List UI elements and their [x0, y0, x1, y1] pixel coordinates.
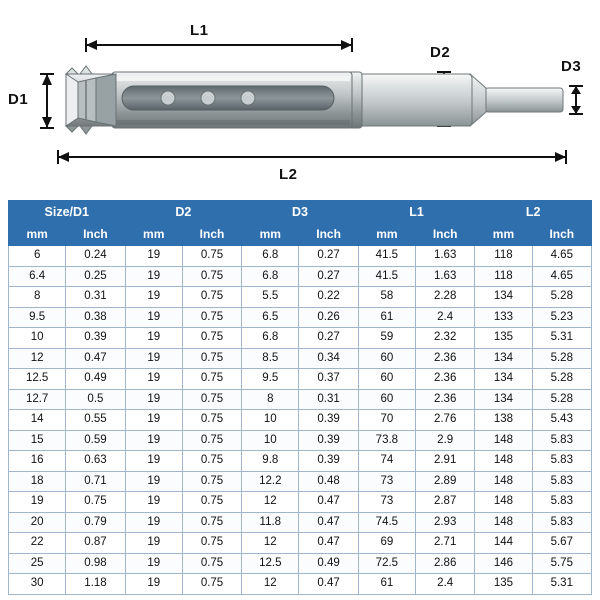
table-cell: 5.28	[532, 389, 591, 410]
table-cell: 134	[475, 348, 532, 369]
table-cell: 0.75	[182, 553, 241, 574]
table-cell: 12.5	[9, 369, 66, 390]
table-cell: 146	[475, 553, 532, 574]
table-units-header-row	[9, 224, 592, 246]
table-cell: 0.75	[182, 328, 241, 349]
table-cell: 0.39	[299, 410, 358, 431]
table-cell: 0.75	[182, 369, 241, 390]
table-cell: 0.27	[299, 328, 358, 349]
table-cell: 19	[9, 492, 66, 513]
table-row	[9, 574, 592, 595]
group-header-d2: D2	[125, 201, 242, 224]
group-header-size-d1: Size/D1	[9, 201, 126, 224]
table-cell: 0.34	[299, 348, 358, 369]
label-d1: D1	[8, 91, 29, 108]
table-cell: 0.75	[182, 471, 241, 492]
table-row	[9, 492, 592, 513]
table-cell: 19	[125, 369, 182, 390]
table-cell: 61	[358, 307, 415, 328]
table-cell: 10	[9, 328, 66, 349]
table-cell: 0.71	[66, 471, 125, 492]
table-cell: 12.5	[242, 553, 299, 574]
table-cell: 0.75	[182, 389, 241, 410]
table-cell: 25	[9, 553, 66, 574]
table-cell: 2.36	[416, 369, 475, 390]
table-cell: 12	[242, 574, 299, 595]
table-cell: 12	[9, 348, 66, 369]
table-cell: 148	[475, 492, 532, 513]
table-cell: 5.83	[532, 430, 591, 451]
table-row	[9, 471, 592, 492]
table-cell: 2.4	[416, 574, 475, 595]
table-cell: 0.75	[182, 348, 241, 369]
table-row	[9, 512, 592, 533]
table-cell: 2.32	[416, 328, 475, 349]
table-cell: 41.5	[358, 266, 415, 287]
table-cell: 0.55	[66, 410, 125, 431]
table-cell: 0.47	[299, 512, 358, 533]
table-cell: 148	[475, 451, 532, 472]
table-cell: 6.4	[9, 266, 66, 287]
table-cell: 72.5	[358, 553, 415, 574]
table-cell: 16	[9, 451, 66, 472]
table-cell: 0.75	[182, 451, 241, 472]
table-row	[9, 533, 592, 554]
table-cell: 19	[125, 553, 182, 574]
table-cell: 0.31	[299, 389, 358, 410]
table-cell: 12	[242, 533, 299, 554]
table-cell: 19	[125, 348, 182, 369]
table-cell: 6.8	[242, 266, 299, 287]
table-cell: 73	[358, 492, 415, 513]
table-cell: 134	[475, 389, 532, 410]
table-cell: 0.87	[66, 533, 125, 554]
table-body	[9, 246, 592, 595]
table-cell: 0.31	[66, 287, 125, 308]
table-cell: 0.47	[299, 533, 358, 554]
table-cell: 5.83	[532, 512, 591, 533]
table-cell: 19	[125, 492, 182, 513]
unit-header-5: Inch	[299, 224, 358, 246]
table-cell: 0.47	[299, 574, 358, 595]
bit-round-shank	[356, 74, 472, 126]
unit-header-1: Inch	[66, 224, 125, 246]
table-cell: 0.47	[299, 492, 358, 513]
table-cell: 19	[125, 389, 182, 410]
table-cell: 0.47	[66, 348, 125, 369]
table-cell: 1.63	[416, 246, 475, 267]
table-cell: 4.65	[532, 266, 591, 287]
table-row	[9, 246, 592, 267]
unit-header-7: Inch	[416, 224, 475, 246]
table-cell: 19	[125, 410, 182, 431]
table-cell: 2.9	[416, 430, 475, 451]
table-cell: 0.75	[182, 287, 241, 308]
table-cell: 12.7	[9, 389, 66, 410]
table-cell: 5.5	[242, 287, 299, 308]
table-cell: 5.23	[532, 307, 591, 328]
table-cell: 2.28	[416, 287, 475, 308]
table-cell: 9.5	[242, 369, 299, 390]
table-cell: 0.75	[66, 492, 125, 513]
table-cell: 19	[125, 451, 182, 472]
table-cell: 0.27	[299, 246, 358, 267]
table-cell: 0.39	[299, 451, 358, 472]
table-cell: 0.37	[299, 369, 358, 390]
table-cell: 0.75	[182, 533, 241, 554]
table-cell: 22	[9, 533, 66, 554]
unit-header-9: Inch	[532, 224, 591, 246]
table-cell: 73	[358, 471, 415, 492]
dimension-line-l2	[58, 150, 566, 164]
table-cell: 2.36	[416, 389, 475, 410]
label-l1: L1	[190, 22, 209, 39]
table-cell: 15	[9, 430, 66, 451]
table-row	[9, 369, 592, 390]
table-cell: 0.26	[299, 307, 358, 328]
table-cell: 19	[125, 512, 182, 533]
table-cell: 0.75	[182, 574, 241, 595]
table-cell: 0.39	[66, 328, 125, 349]
table-cell: 41.5	[358, 246, 415, 267]
table-row	[9, 410, 592, 431]
group-header-l1: L1	[358, 201, 475, 224]
table-cell: 0.25	[66, 266, 125, 287]
table-cell: 19	[125, 287, 182, 308]
table-cell: 74.5	[358, 512, 415, 533]
table-cell: 0.75	[182, 307, 241, 328]
label-l2: L2	[279, 166, 298, 183]
table-cell: 135	[475, 328, 532, 349]
table-cell: 69	[358, 533, 415, 554]
table-row	[9, 553, 592, 574]
bit-end-shank	[485, 88, 563, 112]
table-cell: 2.93	[416, 512, 475, 533]
table-cell: 134	[475, 369, 532, 390]
unit-header-8: mm	[475, 224, 532, 246]
table-group-header-row	[9, 201, 592, 224]
unit-header-2: mm	[125, 224, 182, 246]
table-cell: 5.28	[532, 287, 591, 308]
table-cell: 134	[475, 287, 532, 308]
table-cell: 8	[242, 389, 299, 410]
table-cell: 0.75	[182, 512, 241, 533]
table-cell: 0.75	[182, 430, 241, 451]
table-cell: 60	[358, 348, 415, 369]
table-cell: 60	[358, 369, 415, 390]
unit-header-0: mm	[9, 224, 66, 246]
table-cell: 1.63	[416, 266, 475, 287]
table-row	[9, 266, 592, 287]
table-row	[9, 430, 592, 451]
table-cell: 2.76	[416, 410, 475, 431]
table-cell: 5.28	[532, 348, 591, 369]
table-cell: 12	[242, 492, 299, 513]
table-row	[9, 389, 592, 410]
table-cell: 0.49	[66, 369, 125, 390]
table-cell: 5.43	[532, 410, 591, 431]
table-cell: 19	[125, 246, 182, 267]
table-cell: 19	[125, 574, 182, 595]
table-cell: 9.5	[9, 307, 66, 328]
table-cell: 0.98	[66, 553, 125, 574]
table-cell: 0.48	[299, 471, 358, 492]
drill-bit-illustration	[0, 0, 600, 196]
table-cell: 5.83	[532, 471, 591, 492]
table-cell: 135	[475, 574, 532, 595]
table-cell: 10	[242, 410, 299, 431]
table-cell: 2.71	[416, 533, 475, 554]
unit-header-4: mm	[242, 224, 299, 246]
table-cell: 61	[358, 574, 415, 595]
table-cell: 0.75	[182, 266, 241, 287]
table-cell: 19	[125, 533, 182, 554]
table-cell: 2.89	[416, 471, 475, 492]
table-cell: 12.2	[242, 471, 299, 492]
table-cell: 70	[358, 410, 415, 431]
table-cell: 73.8	[358, 430, 415, 451]
label-d3: D3	[561, 58, 582, 75]
table-cell: 8	[9, 287, 66, 308]
table-cell: 0.5	[66, 389, 125, 410]
table-cell: 60	[358, 389, 415, 410]
table-cell: 0.59	[66, 430, 125, 451]
table-cell: 118	[475, 266, 532, 287]
group-header-d3: D3	[242, 201, 359, 224]
table-cell: 19	[125, 471, 182, 492]
table-cell: 19	[125, 328, 182, 349]
table-cell: 20	[9, 512, 66, 533]
table-cell: 19	[125, 266, 182, 287]
table-cell: 148	[475, 430, 532, 451]
table-cell: 6.8	[242, 328, 299, 349]
table-cell: 30	[9, 574, 66, 595]
table-cell: 14	[9, 410, 66, 431]
table-cell: 118	[475, 246, 532, 267]
table-cell: 0.75	[182, 492, 241, 513]
table-cell: 5.31	[532, 574, 591, 595]
table-cell: 58	[358, 287, 415, 308]
table-cell: 2.4	[416, 307, 475, 328]
table-cell: 6.5	[242, 307, 299, 328]
table-cell: 133	[475, 307, 532, 328]
table-cell: 0.49	[299, 553, 358, 574]
table-cell: 8.5	[242, 348, 299, 369]
table-row	[9, 287, 592, 308]
table-cell: 6.8	[242, 246, 299, 267]
table-cell: 6	[9, 246, 66, 267]
drill-bit-diagram	[0, 0, 600, 196]
specification-table	[8, 200, 592, 595]
bit-chip-slot	[122, 86, 334, 110]
table-cell: 0.75	[182, 410, 241, 431]
table-cell: 0.79	[66, 512, 125, 533]
table-cell: 11.8	[242, 512, 299, 533]
table-cell: 2.36	[416, 348, 475, 369]
table-cell: 10	[242, 430, 299, 451]
table-cell: 5.31	[532, 328, 591, 349]
table-cell: 0.27	[299, 266, 358, 287]
table-cell: 0.63	[66, 451, 125, 472]
table-cell: 5.28	[532, 369, 591, 390]
table-cell: 2.87	[416, 492, 475, 513]
table-cell: 19	[125, 430, 182, 451]
table-cell: 144	[475, 533, 532, 554]
table-cell: 0.38	[66, 307, 125, 328]
table-head	[9, 201, 592, 246]
table-cell: 1.18	[66, 574, 125, 595]
unit-header-3: Inch	[182, 224, 241, 246]
table-cell: 0.22	[299, 287, 358, 308]
table-cell: 5.75	[532, 553, 591, 574]
unit-header-6: mm	[358, 224, 415, 246]
group-header-l2: L2	[475, 201, 592, 224]
table-cell: 59	[358, 328, 415, 349]
table-cell: 148	[475, 512, 532, 533]
table-cell: 5.83	[532, 492, 591, 513]
table-row	[9, 328, 592, 349]
table-cell: 0.75	[182, 246, 241, 267]
table-cell: 0.24	[66, 246, 125, 267]
dimension-line-l1	[86, 38, 352, 52]
table-cell: 19	[125, 307, 182, 328]
table-cell: 2.91	[416, 451, 475, 472]
table-cell: 9.8	[242, 451, 299, 472]
label-d2: D2	[430, 44, 451, 61]
table-cell: 148	[475, 471, 532, 492]
table-row	[9, 307, 592, 328]
table-cell: 138	[475, 410, 532, 431]
table-row	[9, 348, 592, 369]
table-cell: 2.86	[416, 553, 475, 574]
table-cell: 5.67	[532, 533, 591, 554]
table-row	[9, 451, 592, 472]
table-cell: 18	[9, 471, 66, 492]
specification-table-wrap	[8, 200, 592, 595]
table-cell: 4.65	[532, 246, 591, 267]
table-cell: 5.83	[532, 451, 591, 472]
table-cell: 74	[358, 451, 415, 472]
table-cell: 0.39	[299, 430, 358, 451]
